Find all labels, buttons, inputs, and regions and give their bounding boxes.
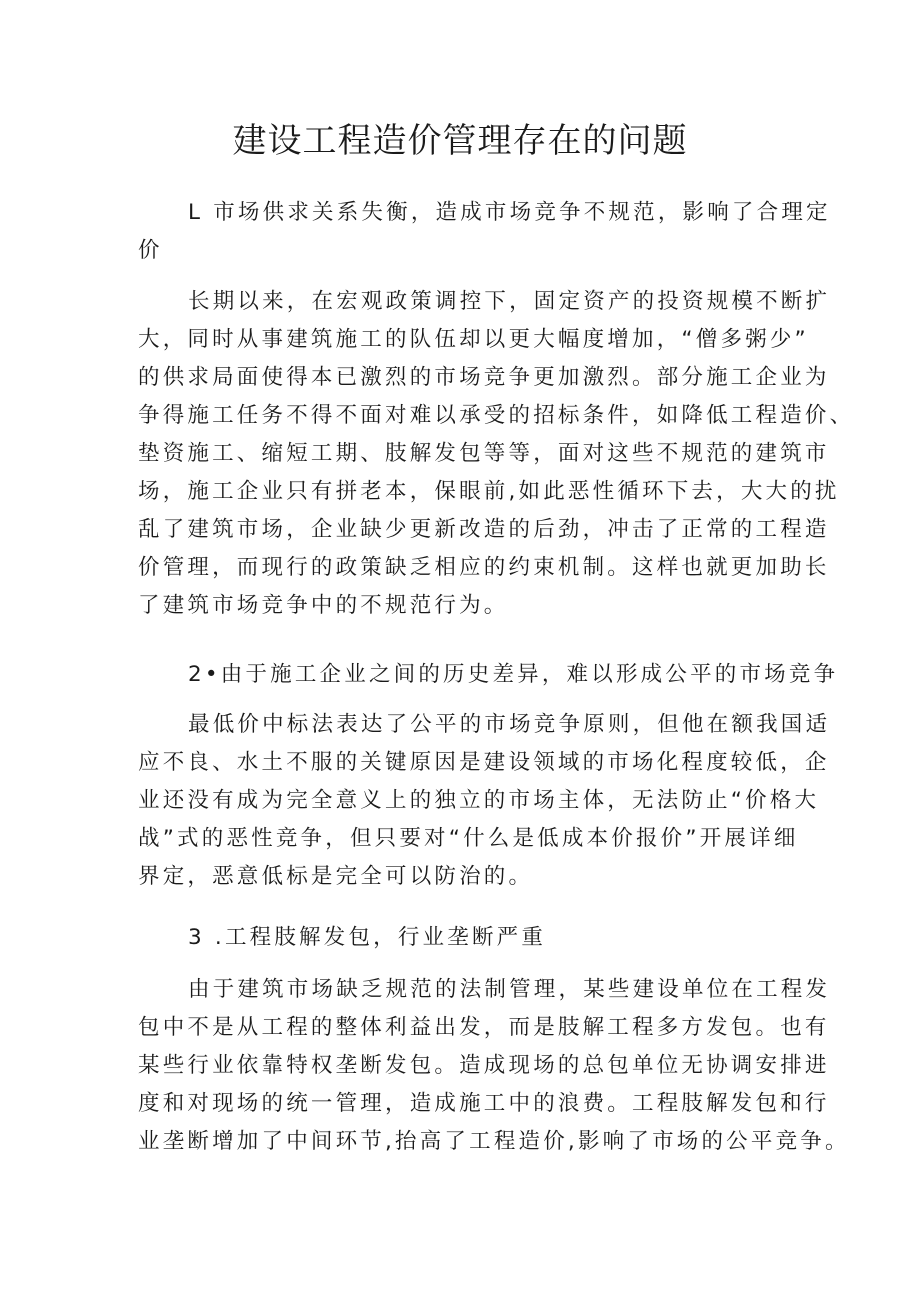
section-2-paragraph-line: 业还没有成为完全意义上的独立的市场主体，无法防止“价格大 xyxy=(138,788,820,813)
section-3-paragraph-line: 包中不是从工程的整体利益出发，而是肢解工程多方发包。也有 xyxy=(138,1015,830,1040)
section-3-paragraph-line: 由于建筑市场缺乏规范的法制管理，某些建设单位在工程发 xyxy=(188,977,831,1002)
section-3-paragraph-line: 某些行业依靠特权垄断发包。造成现场的总包单位无协调安排进 xyxy=(138,1053,830,1078)
section-1-paragraph-line: 大，同时从事建筑施工的队伍却以更大幅度增加，“僧多粥少” xyxy=(138,327,809,352)
section-3-paragraph-line: 业垄断增加了中间环节,抬高了工程造价,影响了市场的公平竞争。 xyxy=(138,1129,850,1154)
section-1-paragraph-line: 乱了建筑市场，企业缺少更新改造的后劲，冲击了正常的工程造 xyxy=(138,517,830,542)
section-2-paragraph-line: 战”式的恶性竞争，但只要对“什么是低成本价报价”开展详细 xyxy=(138,826,799,851)
section-1-paragraph-line: 价管理，而现行的政策缺乏相应的约束机制。这样也就更加助长 xyxy=(138,555,830,580)
section-1-heading-line-1: L 市场供求关系失衡，造成市场竞争不规范，影响了合理定 xyxy=(188,200,831,225)
section-1-paragraph-line: 的供求局面使得本已激烈的市场竞争更加激烈。部分施工企业为 xyxy=(138,365,830,390)
section-1-paragraph-line: 争得施工任务不得不面对难以承受的招标条件，如降低工程造价、 xyxy=(138,403,855,428)
section-3-paragraph-line: 度和对现场的统一管理，造成施工中的浪费。工程肢解发包和行 xyxy=(138,1091,830,1116)
section-2-paragraph-line: 应不良、水土不服的关键原因是建设领域的市场化程度较低，企 xyxy=(138,750,830,775)
section-2-heading: 2•由于施工企业之间的历史差异，难以形成公平的市场竞争 xyxy=(188,662,839,687)
document-title: 建设工程造价管理存在的问题 xyxy=(232,121,688,161)
section-1-heading-line-2: 价 xyxy=(138,238,163,263)
section-1-paragraph-line: 长期以来，在宏观政策调控下，固定资产的投资规模不断扩 xyxy=(188,289,831,314)
section-1-paragraph-line: 垫资施工、缩短工期、肢解发包等等，面对这些不规范的建筑市 xyxy=(138,441,830,466)
section-1-paragraph-line: 了建筑市场竞争中的不规范行为。 xyxy=(138,593,509,618)
section-2-paragraph-line: 界定，恶意低标是完全可以防治的。 xyxy=(138,864,534,889)
section-1-paragraph-line: 场，施工企业只有拼老本，保眼前,如此恶性循环下去，大大的扰 xyxy=(138,479,840,504)
section-3-heading: 3 .工程肢解发包，行业垄断严重 xyxy=(188,925,547,950)
section-2-paragraph-line: 最低价中标法表达了公平的市场竞争原则，但他在额我国适 xyxy=(188,712,831,737)
